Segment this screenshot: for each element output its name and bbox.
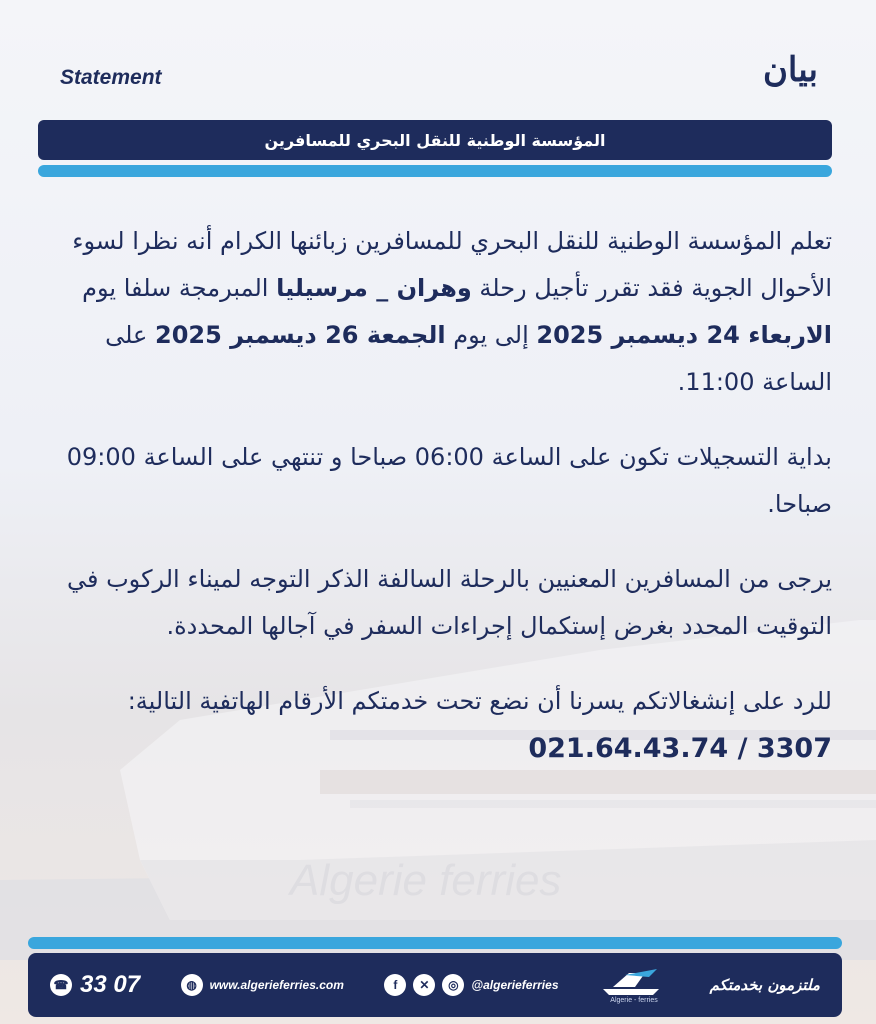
instagram-icon[interactable]: ◎ [442, 974, 464, 996]
x-icon[interactable]: ✕ [413, 974, 435, 996]
phone-icon: ☎ [50, 974, 72, 996]
footer-bar [28, 953, 842, 1017]
footer-accent-bar [28, 937, 842, 949]
footer-phone-number: 33 07 [80, 971, 141, 998]
footer-slogan: ملتزمون بخدمتكم [709, 976, 820, 994]
paragraph-registration: بداية التسجيلات تكون على الساعة 06:00 صباحا و تنتهي على الساعة 09:00 صباحا. [66, 443, 832, 518]
statement-body [48, 218, 832, 772]
paragraph-contact [48, 678, 832, 772]
logo-subtext: Algerie - ferries [610, 996, 658, 1004]
p1-text-b: المبرمجة سلفا يوم [82, 274, 277, 302]
p1-text-d: على الساعة 11:00. [105, 321, 832, 396]
footer-phone[interactable] [50, 971, 140, 999]
footer-social [384, 974, 558, 996]
new-date: الجمعة 26 ديسمبر 2025 [155, 321, 446, 349]
bayan-label: بيان [762, 50, 818, 90]
ship-hull-text: Algerie ferries [290, 856, 562, 905]
contact-text: للرد على إنشغالاتكم يسرنا أن نضع تحت خدمتكم الأرقام الهاتفية التالية: [127, 687, 832, 715]
paragraph-announcement [48, 218, 832, 406]
original-date: الاربعاء 24 ديسمبر 2025 [536, 321, 832, 349]
facebook-icon[interactable]: f [384, 974, 406, 996]
title-accent-bar [38, 165, 832, 177]
route-name: وهران _ مرسيليا [276, 274, 472, 302]
globe-icon: ◍ [181, 974, 203, 996]
social-handle[interactable]: @algerieferries [471, 978, 559, 992]
phone-numbers: 021.64.43.74 / 3307 [528, 733, 832, 764]
statement-label: Statement [60, 66, 162, 89]
p1-text-a: تعلم المؤسسة الوطنية للنقل البحري للمسافرين زبائنها الكرام أنه نظرا لسوء الأحوال الجوية فقد تقرر تأجيل رحلة [72, 227, 832, 302]
paragraph-instructions: يرجى من المسافرين المعنيين بالرحلة السالفة الذكر التوجه لميناء الركوب في التوقيت المحدد بغرض إستكمال إجراءات السفر في آجالها المحددة. [66, 565, 832, 640]
title-banner [38, 120, 832, 160]
algerie-ferries-logo [599, 967, 669, 1004]
title-text: المؤسسة الوطنية للنقل البحري للمسافرين [264, 130, 606, 150]
footer-website-text: www.algerieferries.com [209, 978, 344, 992]
p1-text-c: إلى يوم [445, 321, 537, 349]
footer-website-link[interactable] [181, 974, 344, 996]
ferry-logo-icon [599, 967, 669, 997]
